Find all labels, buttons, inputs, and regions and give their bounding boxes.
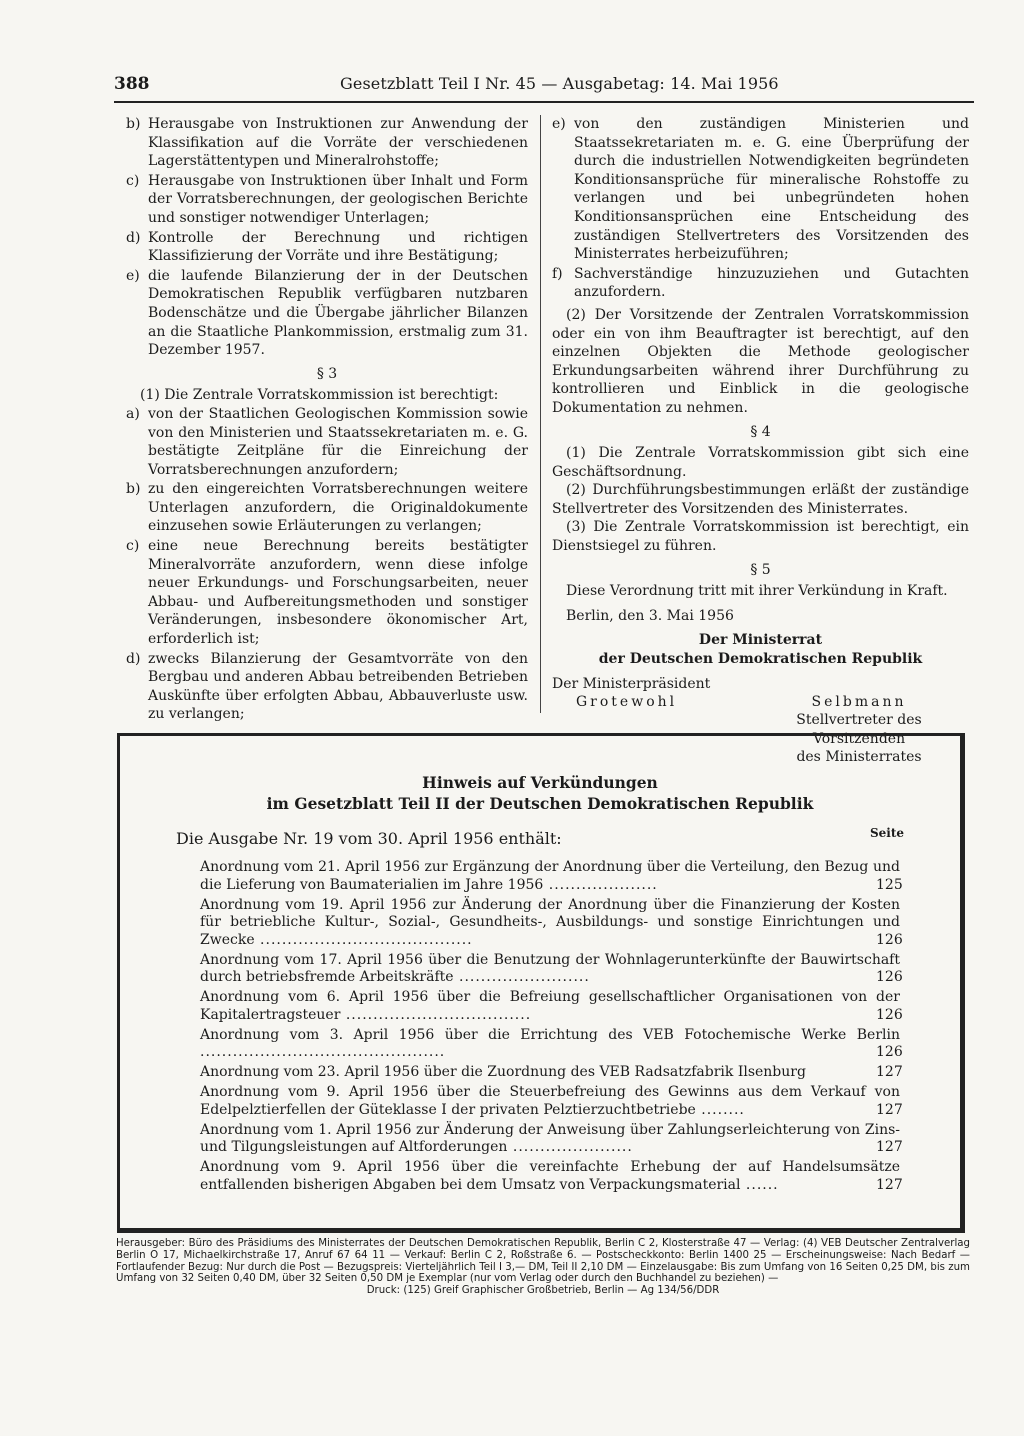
issuer-line: der Deutschen Demokratischen Republik	[598, 651, 923, 668]
notice-entry	[200, 1084, 903, 1119]
notice-title-line: Hinweis auf Verkündungen	[422, 773, 658, 792]
section-title: § 5	[750, 561, 771, 578]
signatory-title: Stellvertreter des Vorsitzenden	[796, 712, 922, 747]
notice-entry	[200, 896, 903, 950]
section-title: § 3	[316, 365, 338, 382]
leader-dots: ..................................	[340, 1006, 532, 1023]
item-text: von der Staatlichen Geologischen Kommission sowie von den Ministerien und Staatssekretariaten m. e. G. bestätigte Zeitpläne für die Einreichung der Vorratsberechnungen anzufordern;	[148, 405, 528, 478]
imprint	[116, 1238, 970, 1297]
paragraph: (2) Durchführungsbestimmungen erläßt der zuständige Stellvertreter des Vorsitzenden des Ministerrates.	[552, 482, 969, 517]
item-mark: c)	[126, 538, 140, 555]
entry-page: 126	[876, 969, 903, 985]
entry-page: 126	[876, 931, 903, 948]
entry-text: Anordnung vom 17. April 1956 über die Benutzung der Wohnlagerunterkünfte der Bauwirtschaft durch betriebsfremde Arbeitskräfte	[200, 951, 900, 985]
list-item	[126, 172, 528, 228]
entry-text: Anordnung vom 6. April 1956 über die Befreiung gesellschaftlicher Organisationen von der Kapitalertragsteuer	[200, 989, 900, 1023]
item-mark: d)	[126, 229, 141, 246]
list-item	[126, 537, 528, 649]
page-header	[114, 74, 974, 104]
list-item	[552, 115, 969, 264]
entry-page: 125	[876, 876, 903, 893]
notice-entry	[200, 951, 903, 987]
signatory-title: des Ministerrates	[796, 749, 922, 766]
column-divider	[540, 115, 541, 713]
notice-entry	[200, 1026, 903, 1062]
list-item	[126, 405, 528, 479]
entry-text: Anordnung vom 19. April 1956 zur Änderung der Anordnung über die Finanzierung der Kosten für betriebliche Kultur-, Sozial-, Gesundheits-, Ausbildungs- und sonstige Einrichtungen und Zwecke	[200, 896, 900, 948]
entry-text: Anordnung vom 9. April 1956 über die Steuerbefreiung des Gewinns aus dem Verkauf von Edelpelztierfellen der Güteklasse I der privaten Pelztierzuchtbetriebe	[200, 1084, 900, 1118]
list-item	[126, 115, 528, 171]
notice-entry	[200, 859, 903, 894]
item-text: zwecks Bilanzierung der Gesamtvorräte von den Bergbau und anderen Abbau betreibenden Betrieben Auskünfte über erfolgten Abbau, Abbauverluste usw. zu verlangen;	[148, 650, 528, 723]
signatory-name: Grotewohl	[576, 694, 678, 711]
signatory-title: Der Ministerpräsident	[552, 675, 711, 692]
left-column	[126, 115, 528, 725]
entry-page: 126	[876, 1006, 903, 1023]
list-item	[126, 229, 528, 266]
entry-text: Anordnung vom 23. April 1956 über die Zuordnung des VEB Radsatzfabrik Ilsenburg	[200, 1064, 806, 1080]
list-item	[126, 480, 528, 536]
issuer-line: Der Ministerrat	[698, 632, 823, 649]
entry-page: 127	[876, 1064, 903, 1080]
page-column-label: Seite	[870, 826, 905, 840]
entry-text: Anordnung vom 1. April 1956 zur Änderung der Anweisung über Zahlungserleichterung von Zins- und Tilgungsleistungen auf Altforderungen	[200, 1121, 900, 1155]
imprint-text: Herausgeber: Büro des Präsidiums des Ministerrates der Deutschen Demokratischen Republik, Berlin C 2, Klosterstraße 47 — Verlag: (4) VEB Deutscher Zentralverlag Berlin O 17, Michaelkirchstraße 17, Anruf 67 64 11 — Verkauf: Berlin C 2, Roßstraße 6. — Postscheckkonto: Berlin 1400 25 — Erscheinungsweise: Nach Bedarf — Fortlaufender Bezug: Nur durch die Post — Bezugspreis: Vierteljährlich Teil I 3,— DM, Teil II 2,10 DM — Einzelausgabe: Bis zum Umfang von 16 Seiten 0,25 DM, bis zum Umfang von 32 Seiten 0,40 DM, über 32 Seiten 0,50 DM je Exemplar (nur vom Verlag oder durch den Buchhandel zu beziehen) —	[116, 1238, 970, 1285]
paragraph: Diese Verordnung tritt mit ihrer Verkündung in Kraft.	[566, 583, 948, 600]
leader-dots: ....................	[543, 876, 658, 893]
entry-page: 127	[876, 1139, 903, 1155]
section-title: § 4	[750, 423, 771, 440]
leader-dots: ......................	[507, 1139, 633, 1155]
item-mark: b)	[126, 116, 141, 132]
entry-text: Anordnung vom 21. April 1956 zur Ergänzung der Anordnung über die Verteilung, den Bezug und die Lieferung von Baumaterialien im Jahre 1956	[200, 859, 900, 893]
leader-dots: .............................................	[200, 1044, 446, 1060]
notice-title-line: im Gesetzblatt Teil II der Deutschen Demokratischen Republik	[266, 794, 814, 813]
notice-entries	[200, 859, 903, 1197]
paragraph: (3) Die Zentrale Vorratskommission ist berechtigt, ein Dienstsiegel zu führen.	[552, 519, 969, 555]
place-date: Berlin, den 3. Mai 1956	[566, 607, 734, 624]
item-text: Sachverständige hinzuzuziehen und Gutachten anzufordern.	[574, 265, 969, 301]
notice-entry	[200, 1121, 903, 1157]
notice-box	[117, 733, 965, 1233]
page-number: 388	[114, 74, 150, 94]
item-mark: c)	[126, 172, 140, 189]
header-rule	[114, 101, 974, 103]
item-mark: e)	[552, 116, 566, 132]
running-head: Gesetzblatt Teil I Nr. 45 — Ausgabetag: 14. Mai 1956	[340, 74, 779, 93]
entry-page: 127	[876, 1176, 903, 1193]
item-mark: f)	[552, 265, 563, 282]
entry-text: Anordnung vom 3. April 1956 über die Errichtung des VEB Fotochemische Werke Berlin	[200, 1026, 900, 1043]
item-text: eine neue Berechnung bereits bestätigter Mineralvorräte anzufordern, wenn diese infolge neuer Erkundungs- und Forschungsarbeiten, neuer Abbau- und Aufbereitungsmethoden und sonstiger Veränderungen, insbesondere ökonomischer Art, erforderlich ist;	[148, 538, 528, 648]
notice-entry	[200, 989, 903, 1024]
entry-page: 127	[876, 1101, 903, 1118]
signatory-name: Selbmann	[811, 693, 907, 710]
right-column	[552, 115, 969, 767]
list-item	[552, 265, 969, 302]
imprint-print: Druck: (125) Greif Graphischer Großbetrieb, Berlin — Ag 134/56/DDR	[366, 1285, 720, 1297]
item-mark: e)	[126, 267, 140, 284]
item-mark: a)	[126, 405, 140, 422]
item-text: die laufende Bilanzierung der in der Deutschen Demokratischen Republik verfügbaren nutzbaren Bodenschätze und die Übergabe jährlicher Bilanzen an die Staatliche Plankommission, erstmalig zum 31. Dezember 1957.	[148, 267, 528, 359]
list-item	[126, 650, 528, 724]
leader-dots: .......................................	[254, 931, 473, 948]
notice-entry	[200, 1064, 903, 1082]
notice-lead: Die Ausgabe Nr. 19 vom 30. April 1956 enthält:	[176, 829, 562, 848]
item-mark: d)	[126, 650, 141, 667]
issuer-block	[552, 631, 969, 668]
entry-text: Anordnung vom 9. April 1956 über die vereinfachte Erhebung der auf Handelsumsätze entfallenden bisherigen Abgaben bei dem Umsatz von Verpackungsmaterial	[200, 1159, 900, 1193]
item-text: zu den eingereichten Vorratsberechnungen weitere Unterlagen anzufordern, die Originaldokumente einzusehen sowie Erläuterungen zu verlangen;	[148, 481, 528, 535]
item-mark: b)	[126, 481, 141, 498]
leader-dots: ........	[695, 1101, 745, 1118]
leader-dots: ......	[740, 1176, 779, 1193]
list-item	[126, 267, 528, 360]
notice-entry	[200, 1159, 903, 1194]
item-text: von den zuständigen Ministerien und Staatssekretariaten m. e. G. eine Überprüfung der durch die industriellen Notwendigkeiten begründeten Konditionsansprüche für mineralische Rohstoffe zu verlangen und bei unbegründeten hohen Konditionsansprüchen eine Entscheidung des zuständigen Stellvertreters des Vorsitzenden des Ministerrates herbeizuführen;	[574, 116, 969, 263]
item-text: Herausgabe von Instruktionen über Inhalt und Form der Vorratsberechnungen, der geologischen Berichte und sonstiger notwendiger Unterlagen;	[148, 172, 528, 226]
paragraph: (1) Die Zentrale Vorratskommission gibt sich eine Geschäftsordnung.	[552, 445, 969, 480]
item-text: Herausgabe von Instruktionen zur Anwendung der Klassifikation auf die Vorräte der verschiedenen Lagerstättentypen und Mineralrohstoffe;	[148, 116, 528, 170]
paragraph: (1) Die Zentrale Vorratskommission ist berechtigt:	[140, 387, 499, 404]
paragraph: (2) Der Vorsitzende der Zentralen Vorratskommission oder ein von ihm Beauftragter ist berechtigt, auf den einzelnen Objekten die Methode geologischer Erkundungsarbeiten während ihrer Durchführung zu kontrollieren und Einblick in die geologische Dokumentation zu nehmen.	[552, 306, 969, 416]
leader-dots: ........................	[453, 969, 590, 985]
item-text: Kontrolle der Berechnung und richtigen Klassifizierung der Vorräte und ihre Bestätigung;	[148, 229, 528, 265]
entry-page: 126	[876, 1044, 903, 1060]
notice-title	[120, 772, 960, 814]
